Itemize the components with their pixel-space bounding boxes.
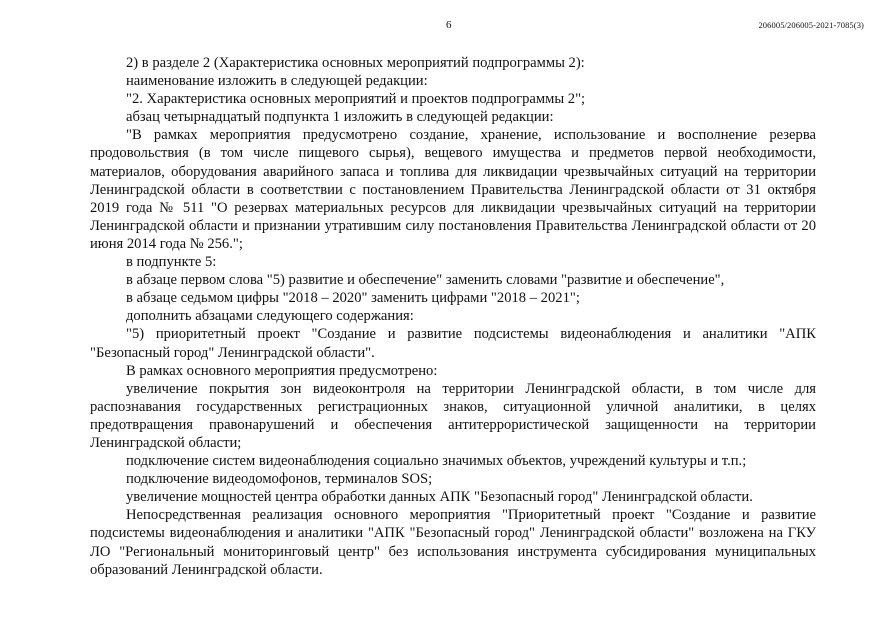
paragraph-add-abzacs: дополнить абзацами следующего содержания: bbox=[126, 308, 414, 325]
paragraph-new-title: "2. Характеристика основных мероприятий и проектов подпрограммы 2"; bbox=[126, 91, 586, 108]
paragraph-intercom-connection: подключение видеодомофонов, терминалов SOS; bbox=[126, 471, 433, 488]
paragraph-coverage-increase: увеличение покрытия зон видеоконтроля на территории Ленинградской области, в том числе для распознавания государственных регистрационных знаков, ситуационной уличной аналитики, в целях предотвращения правонарушений и обеспечения антитеррористической защищенности на территории Ленинградской области; bbox=[90, 380, 816, 451]
paragraph-reserve-text: "В рамках мероприятия предусмотрено создание, хранение, использование и восполнение резерва продовольствия (в том числе пищевого сырья), вещевого имущества и предметов первой необходимости, материалов, оборудования аварийного запаса и топлива для ликвидации чрезвычайных ситуаций на территории Ленинградской области в соответствии с постановлением Правительства Ленинградской области от 31 октября 2019 года № 511 "О резервах материальных ресурсов для ликвидации чрезвычайных ситуаций на территории Ленинградской области и признании утратившим силу постановления Правительства Ленинградской области от 20 июня 2014 года № 256."; bbox=[90, 127, 816, 252]
paragraph-datacenter-capacity: увеличение мощностей центра обработки данных АПК "Безопасный город" Ленинградской области. bbox=[126, 489, 753, 506]
paragraph-abzac-14-instruction: абзац четырнадцатый подпункта 1 изложить в следующей редакции: bbox=[126, 109, 554, 126]
document-body bbox=[90, 54, 816, 579]
page-number: 6 bbox=[446, 19, 452, 31]
paragraph-implementation: Непосредственная реализация основного мероприятия "Приоритетный проект "Создание и развитие подсистемы видеонаблюдения и аналитики "АПК "Безопасный город" Ленинградской области" возложена на ГКУ ЛО "Региональный мониторинговый центр" без использования инструмента субсидирования муниципальных образований Ленинградской области. bbox=[90, 507, 816, 578]
paragraph-seventh-abzac-change: в абзаце седьмом цифры "2018 – 2020" заменить цифрами "2018 – 2021"; bbox=[126, 290, 580, 307]
paragraph-first-abzac-change: в абзаце первом слова "5) развитие и обеспечение" заменить словами "развитие и обеспечение", bbox=[126, 272, 725, 289]
paragraph-section-2-heading: 2) в разделе 2 (Характеристика основных мероприятий подпрограммы 2): bbox=[126, 55, 585, 71]
paragraph-subitem-5: в подпункте 5: bbox=[126, 254, 217, 271]
paragraph-main-activity-intro: В рамках основного мероприятия предусмотрено: bbox=[126, 362, 438, 379]
paragraph-video-connection: подключение систем видеонаблюдения социально значимых объектов, учреждений культуры и т.п.; bbox=[126, 453, 747, 470]
paragraph-name-instruction: наименование изложить в следующей редакции: bbox=[126, 73, 428, 90]
paragraph-priority-project: "5) приоритетный проект "Создание и развитие подсистемы видеонаблюдения и аналитики "АПК "Безопасный город" Ленинградской области". bbox=[90, 326, 816, 361]
document-code: 206005/206005-2021-7085(3) bbox=[758, 20, 864, 30]
